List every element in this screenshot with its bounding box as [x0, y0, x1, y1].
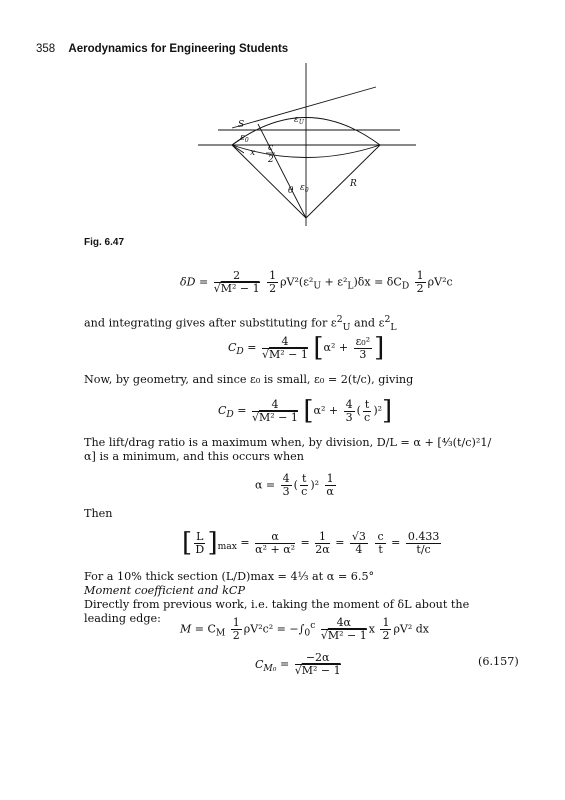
fig-label-two: 2: [268, 155, 274, 165]
page-number: 358: [36, 43, 56, 55]
paragraph-lift-drag: The lift/drag ratio is a maximum when, by division, D/L = α + [⁴⁄₃(t/c)²1/α] is a minimum, and this occurs when: [84, 436, 492, 463]
fig-label-eps0-left: $\varepsilon_0$: [240, 133, 249, 144]
right-radius: [306, 145, 380, 218]
figure-diagram: [0, 60, 565, 240]
equation-1: δD = $\frac{2}{\text{√M² − 1}}$ $\frac{1}{2}$ $\rho V^2(\varepsilon^2_U + \varepsilon^2_L)\delta x = \delta C_D$ $\frac{1}{2}$ ρV²c: [180, 269, 453, 295]
book-title: Aerodynamics for Engineering Students: [68, 43, 289, 55]
paragraph-geometry: Now, by geometry, and since ε₀ is small, ε₀ = 2(t/c), giving: [84, 373, 414, 386]
paragraph-integrating: and integrating gives after substituting for $\varepsilon^2_U$ and $\varepsilon^2_L$: [84, 314, 397, 333]
equation-3: $C_D$ = $\frac{4}{\text{√M² − 1}}$ [α² + $\frac{4}{3}$ ( $\frac{t}{c}$ )²]: [218, 396, 393, 426]
subheading-moment: Moment coefficient and kCP: [84, 584, 245, 597]
fig-label-c: c: [268, 143, 274, 153]
fig-label-eps-u: $\varepsilon_U$: [294, 115, 304, 126]
paragraph-ten-percent: For a 10% thick section (L/D)max = 4⅓ at α = 6.5°: [84, 570, 375, 583]
paragraph-moment: Directly from previous work, i.e. taking the moment of δL about the leading edge:: [84, 598, 470, 625]
fig-label-eps0-bottom: $\varepsilon_0$: [300, 183, 309, 194]
radius-to-point: [258, 124, 306, 218]
equation-5: [ $\frac{L}{D}$ ]$_{max}$ = $\frac{\alpha}{\text{α² + α²}}$ = $\frac{1}{2\alpha}$ = $\frac{√3}{4}$ $\frac{c}{t}$ = $\frac{0.433}{t/c}$: [182, 528, 440, 558]
paragraph-then: Then: [84, 507, 113, 520]
tangent-line: [232, 87, 376, 128]
fig-label-r: R: [350, 179, 357, 189]
fig-label-x: x: [250, 148, 256, 158]
equation-6: $M = C_M$ $\frac{1}{2}$ $\rho V^2c^2 = -\int_0^c$ $\frac{4\alpha}{\text{√M² − 1}}$ x $\frac{1}{2}$ ρV² dx: [180, 616, 429, 642]
equation-2: $C_D$ = $\frac{4}{\text{√M² − 1}}$ [α² + $\frac{\text{ε₀²}}{3}$ ]: [228, 333, 385, 363]
equation-number: (6.157): [478, 655, 519, 668]
fig-label-theta: θ: [288, 186, 294, 196]
equation-7: $C_{M_0}$ = $\frac{-2\alpha}{\text{√M² − 1}}$: [255, 651, 341, 677]
equation-4: α = $\frac{4}{3}$ ( $\frac{t}{c}$ )² $\frac{1}{\alpha}$: [255, 472, 334, 498]
running-header: [36, 43, 288, 55]
fig-label-s: S: [238, 120, 245, 130]
figure-caption: Fig. 6.47: [84, 237, 125, 248]
